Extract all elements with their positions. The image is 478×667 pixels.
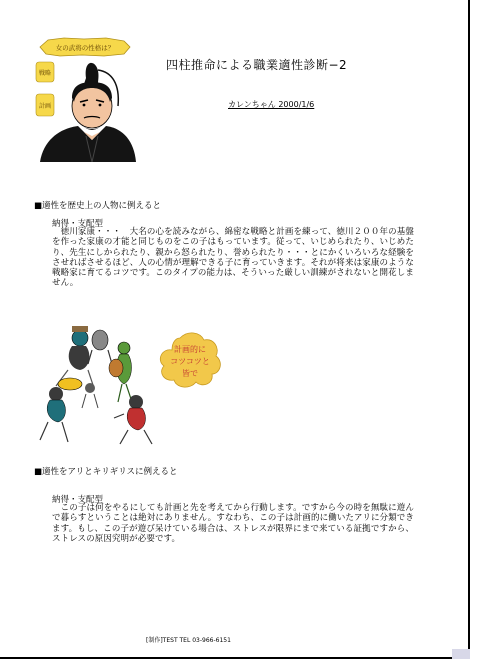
section1-subheading: 納得・支配型	[52, 219, 104, 229]
ant-figure-5	[82, 383, 98, 408]
section1-heading: ■適性を歴史上の人物に例えると	[34, 201, 162, 211]
grasshopper-figure	[109, 342, 132, 402]
author-date: カレンちゃん 2000/1/6	[228, 100, 315, 109]
footer-contact: [制作]TEST TEL 03-966-6151	[146, 637, 231, 644]
cloud-line-3: 皆で	[182, 369, 198, 378]
ant-figure-2	[88, 330, 112, 364]
section2-heading: ■適性をアリとキリギリスに例えると	[34, 467, 178, 477]
section2-body: この子は何をやるにしても計画と先を考えてから行動します。ですから今の時を無駄に遊んで暮らすということは絶対にありません。すなわち、この子は計画的に働いたアリに分類できます。もし、この子が遊び呆けている場合は、ストレスが限界にまで来ている証拠ですから、ストレスの原因究明が必要です。	[52, 503, 414, 544]
badge-text: 女の武将の性格は？	[55, 44, 115, 52]
tag-top-text: 戦略	[38, 70, 52, 77]
cloud-line-2: コツコツと	[170, 357, 210, 366]
samurai-hat	[84, 63, 99, 84]
section1-body: 徳川家康・・・ 大名の心を読みながら、綿密な戦略と計画を練って、徳川２００年の基盤を作った家康の才能と同じものをこの子はもっています。従って、いじめられたり、いじめたり、先生にしかられたり、親から怒られたり、誉められたり・・・とにかくいろいろな経験をさせればさせるほど、人の心情が理解できる子に育っていきます。それが将来は家康のような戦略家に育てるコツです。このタイプの能力は、そういった厳しい訓練がされないと開花しません。	[52, 227, 414, 289]
section2-subheading: 納得・支配型	[52, 495, 104, 505]
page-title: 四柱推命による職業適性診断−2	[166, 58, 348, 72]
ants-illustration	[32, 324, 222, 446]
cloud-line-1: 計画的に	[174, 345, 206, 354]
tag-bottom-text: 計画	[38, 103, 52, 110]
samurai-illustration	[34, 36, 136, 162]
page-corner	[452, 649, 470, 659]
ant-figure-3	[40, 387, 68, 442]
ant-figure-4	[114, 395, 152, 444]
ant-figure-1	[56, 326, 94, 390]
